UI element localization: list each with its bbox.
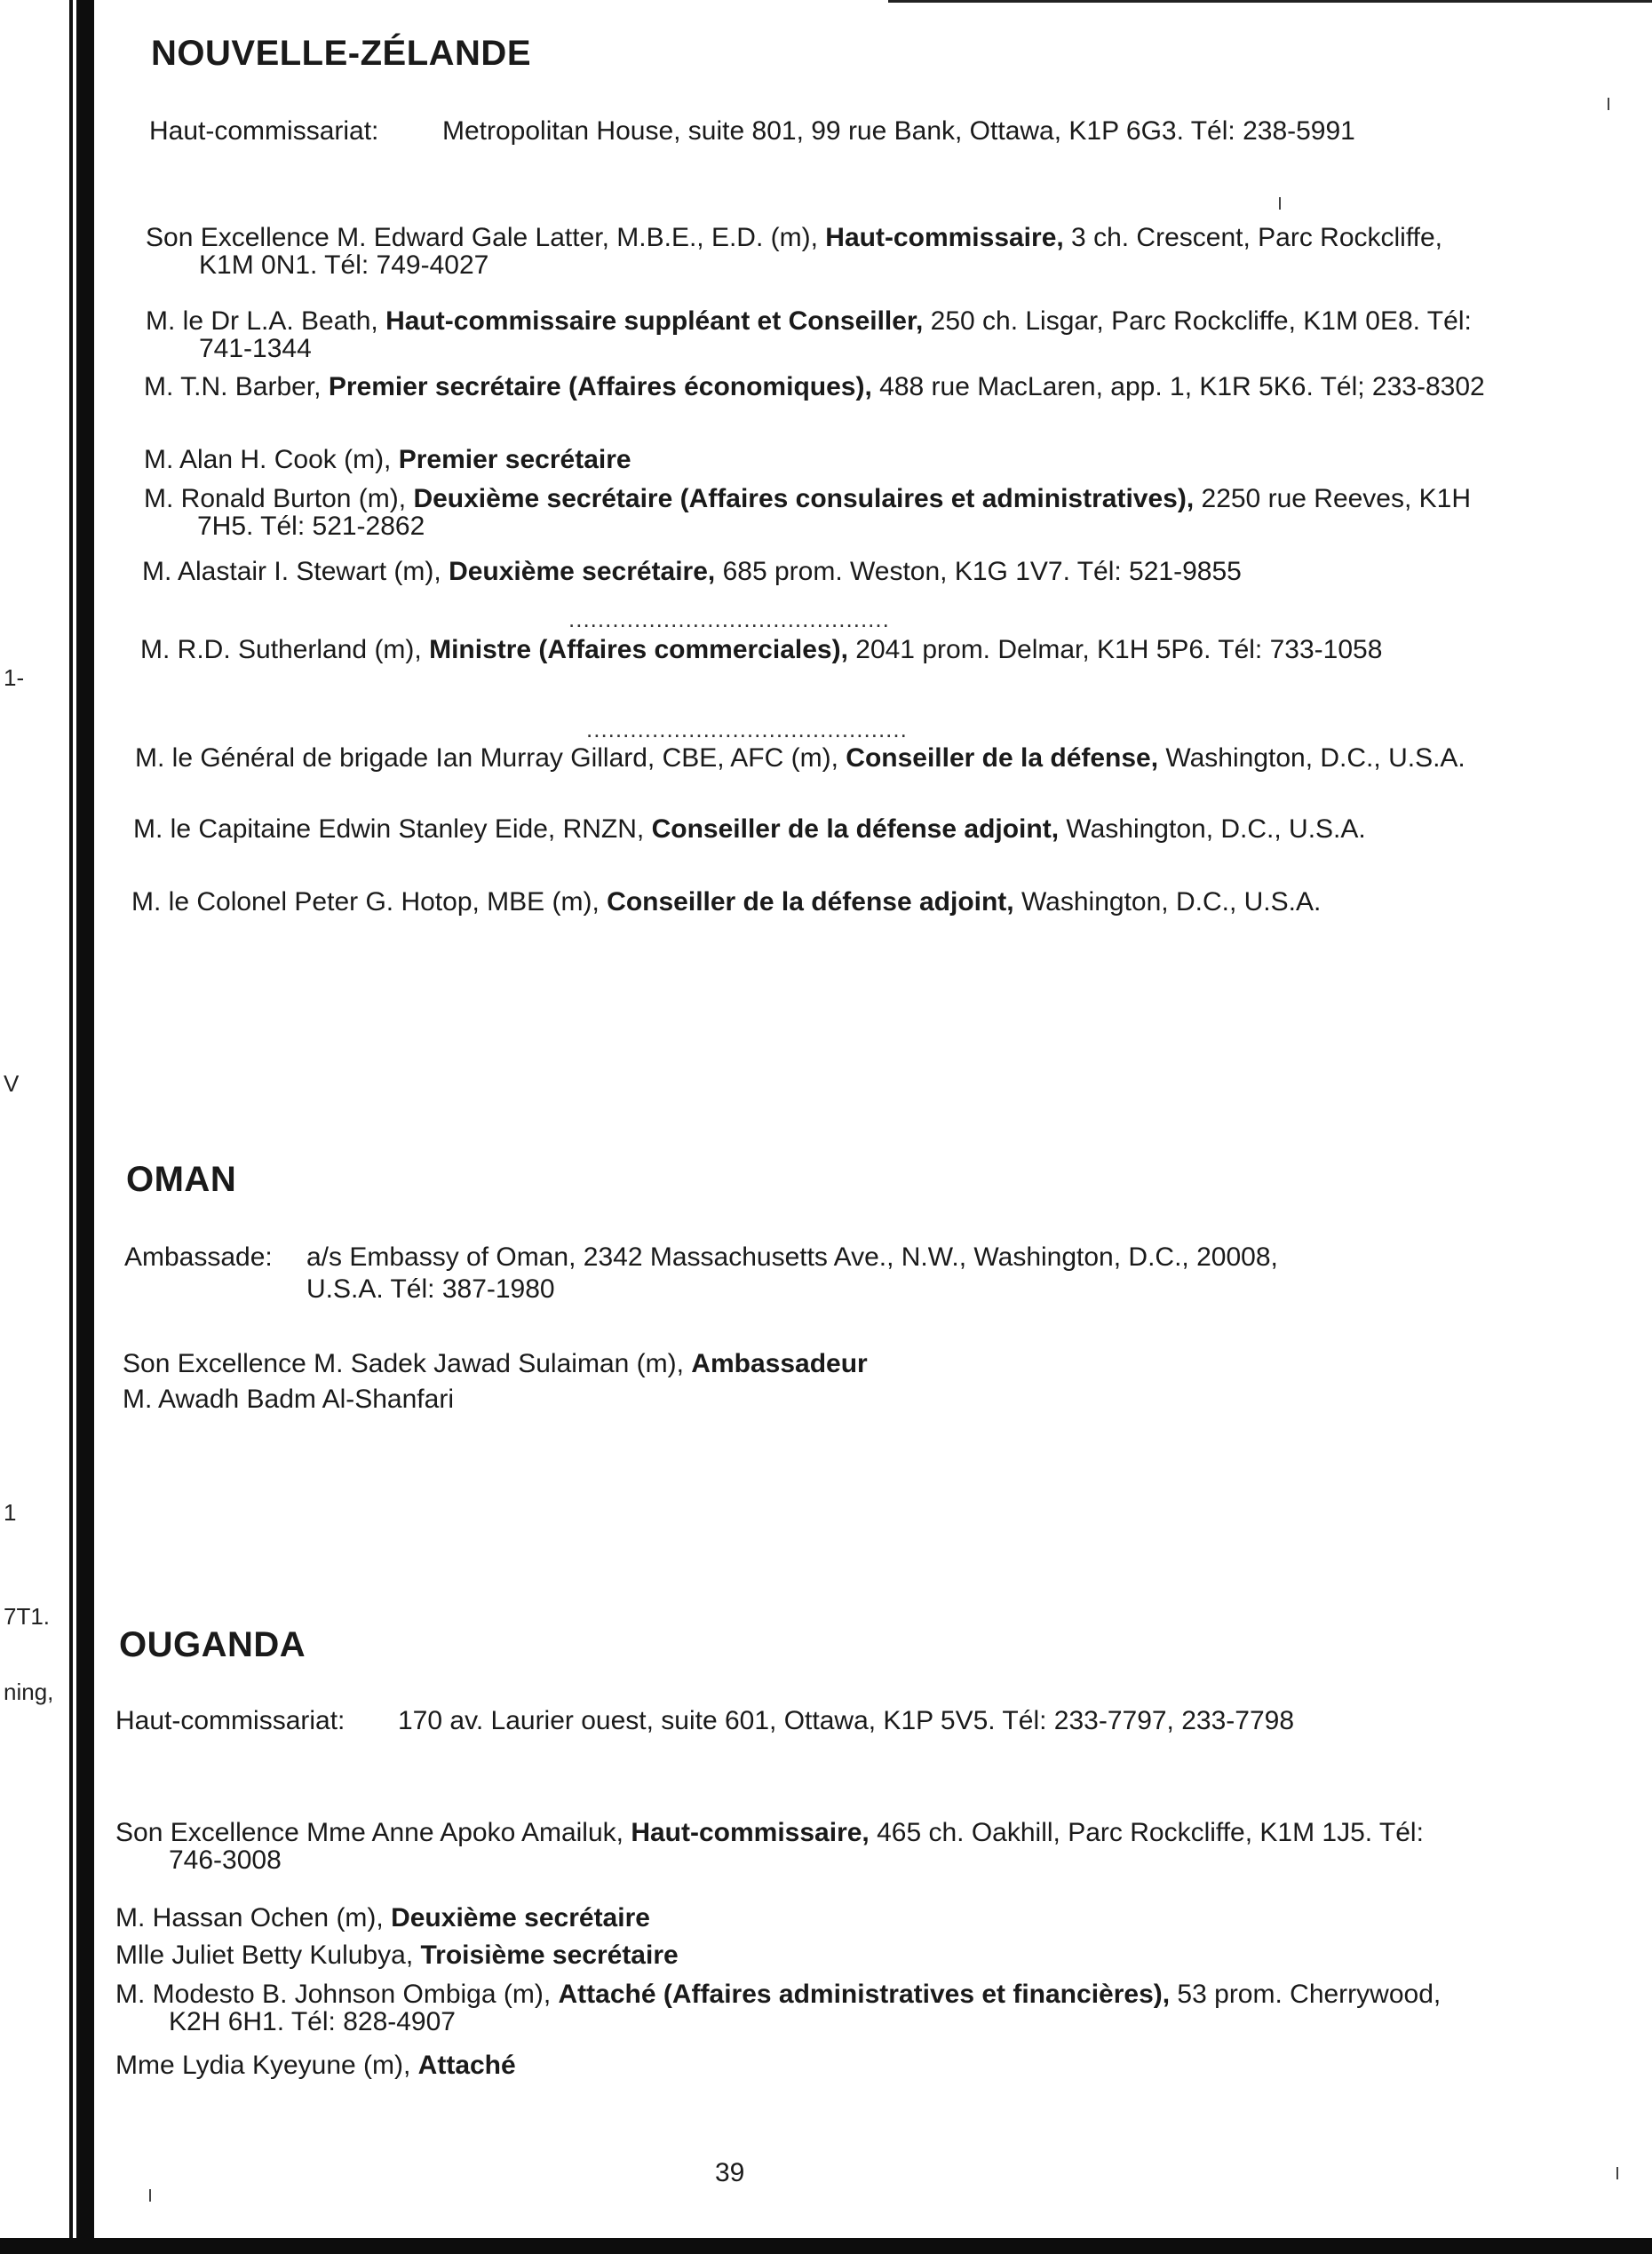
country-heading: NOUVELLE-ZÉLANDE — [151, 34, 531, 73]
personnel-entry: M. T.N. Barber, Premier secrétaire (Affaires économiques), 488 rue MacLaren, app. 1, K1R 5K6. Tél; 233-8302 — [144, 372, 1485, 401]
margin-fragment: V — [4, 1070, 20, 1097]
binding-edge-line — [69, 0, 73, 2254]
margin-fragment: ning, — [4, 1679, 54, 1705]
personnel-entry: Mme Lydia Kyeyune (m), Attaché — [115, 2051, 516, 2080]
scan-speck — [1608, 98, 1609, 110]
personnel-entry: M. Alastair I. Stewart (m), Deuxième secrétaire, 685 prom. Weston, K1G 1V7. Tél: 521-9855 — [142, 557, 1242, 586]
personnel-entry: Son Excellence M. Sadek Jawad Sulaiman (m), Ambassadeur — [123, 1349, 868, 1378]
personnel-entry: M. Ronald Burton (m), Deuxième secrétaire (Affaires consulaires et administratives), 2250 rue Reeves, K1H 7H5. Tél: 521-2862 — [144, 484, 1472, 541]
personnel-entry: Son Excellence Mme Anne Apoko Amailuk, Haut-commissaire, 465 ch. Oakhill, Parc Rockcliffe, K1M 1J5. Tél: 746-3008 — [115, 1818, 1424, 1875]
country-heading: OUGANDA — [119, 1625, 306, 1664]
mission-value: Metropolitan House, suite 801, 99 rue Bank, Ottawa, K1P 6G3. Tél: 238-5991 — [442, 116, 1355, 146]
personnel-entry: M. Hassan Ochen (m), Deuxième secrétaire — [115, 1903, 650, 1933]
margin-fragment: 1 — [4, 1499, 17, 1526]
mission-label: Ambassade: — [124, 1242, 273, 1272]
mission-value: 170 av. Laurier ouest, suite 601, Ottawa, K1P 5V5. Tél: 233-7797, 233-7798 — [398, 1706, 1295, 1735]
binding-edge-bar — [76, 0, 94, 2254]
personnel-entry: M. R.D. Sutherland (m), Ministre (Affaires commerciales), 2041 prom. Delmar, K1H 5P6. Tél: 733-1058 — [140, 635, 1383, 664]
scan-speck — [1616, 2167, 1618, 2179]
personnel-entry: M. Alan H. Cook (m), Premier secrétaire — [144, 445, 631, 474]
personnel-entry: Son Excellence M. Edward Gale Latter, M.B.E., E.D. (m), Haut-commissaire, 3 ch. Crescent, Parc Rockcliffe, K1M 0N1. Tél: 749-4027 — [146, 223, 1442, 280]
scan-speck — [149, 2189, 151, 2202]
personnel-entry: M. Awadh Badm Al-Shanfari — [123, 1385, 454, 1414]
margin-fragment: 7T1. — [4, 1603, 51, 1630]
mission-label: Haut-commissariat: — [115, 1706, 345, 1735]
personnel-entry: Mlle Juliet Betty Kulubya, Troisième secrétaire — [115, 1941, 679, 1970]
top-rule — [888, 0, 1652, 3]
bottom-scan-edge — [0, 2238, 1652, 2254]
separator-dots: ............................................ — [568, 606, 890, 632]
mission-value: a/s Embassy of Oman, 2342 Massachusetts Ave., N.W., Washington, D.C., 20008, U.S.A. Tél: 387-1980 — [306, 1242, 1278, 1304]
personnel-entry: M. le Dr L.A. Beath, Haut-commissaire suppléant et Conseiller, 250 ch. Lisgar, Parc Rockcliffe, K1M 0E8. Tél: 741-1344 — [146, 306, 1472, 363]
page-number: 39 — [715, 2158, 745, 2187]
scan-speck — [1279, 197, 1281, 210]
personnel-entry: M. le Capitaine Edwin Stanley Eide, RNZN, Conseiller de la défense adjoint, Washington, D.C., U.S.A. — [133, 814, 1366, 844]
separator-dots: ............................................ — [586, 716, 908, 742]
personnel-entry: M. Modesto B. Johnson Ombiga (m), Attaché (Affaires administratives et financières), 53 prom. Cherrywood, K2H 6H1. Tél: 828-4907 — [115, 1980, 1442, 2036]
country-heading: OMAN — [126, 1160, 237, 1199]
margin-fragment: 1- — [4, 664, 25, 691]
personnel-entry: M. le Colonel Peter G. Hotop, MBE (m), Conseiller de la défense adjoint, Washington, D.C., U.S.A. — [131, 887, 1322, 917]
personnel-entry: M. le Général de brigade Ian Murray Gillard, CBE, AFC (m), Conseiller de la défense, Washington, D.C., U.S.A. — [135, 743, 1465, 773]
mission-label: Haut-commissariat: — [149, 116, 379, 146]
